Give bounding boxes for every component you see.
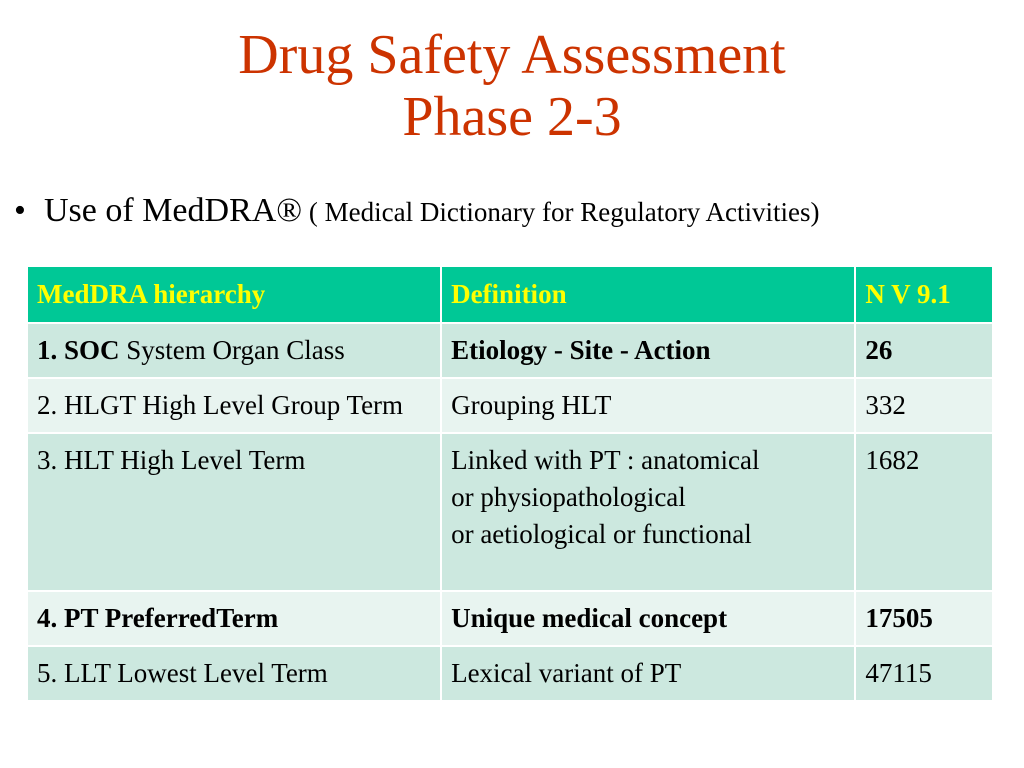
table-row <box>27 591 993 646</box>
title-line-2: Phase 2-3 <box>402 86 622 148</box>
bullet-point <box>14 190 820 233</box>
header-hierarchy: MedDRA hierarchy <box>27 266 441 323</box>
cell-hierarchy <box>27 323 441 378</box>
cell-definition: Grouping HLT <box>441 378 855 433</box>
pt-count: 17505 <box>865 603 933 633</box>
table-row <box>27 433 993 591</box>
cell-hierarchy: 5. LLT Lowest Level Term <box>27 646 441 701</box>
definition-line-3: or aetiological or functional <box>451 519 752 549</box>
title-line-1: Drug Safety Assessment <box>238 24 786 86</box>
table-header-row <box>27 266 993 323</box>
meddra-table <box>26 265 994 702</box>
definition-line-1: Linked with PT : anatomical <box>451 445 760 475</box>
soc-code: 1. SOC <box>37 335 120 365</box>
bullet-icon: • <box>14 192 26 229</box>
header-count: N V 9.1 <box>855 266 993 323</box>
cell-definition <box>441 591 855 646</box>
table-row <box>27 378 993 433</box>
cell-definition <box>441 433 855 591</box>
cell-hierarchy: 3. HLT High Level Term <box>27 433 441 591</box>
cell-count <box>855 323 993 378</box>
cell-definition <box>441 323 855 378</box>
slide-title <box>0 24 1024 148</box>
bullet-main-text: Use of MedDRA® <box>44 192 303 229</box>
cell-count <box>855 591 993 646</box>
table-row <box>27 323 993 378</box>
header-definition: Definition <box>441 266 855 323</box>
soc-count: 26 <box>865 335 893 365</box>
cell-hierarchy <box>27 591 441 646</box>
table-row <box>27 646 993 701</box>
soc-name: System Organ Class <box>119 335 345 365</box>
cell-definition: Lexical variant of PT <box>441 646 855 701</box>
cell-count: 1682 <box>855 433 993 591</box>
cell-hierarchy: 2. HLGT High Level Group Term <box>27 378 441 433</box>
soc-definition: Etiology - Site - Action <box>451 335 711 365</box>
bullet-paren-text: ( Medical Dictionary for Regulatory Activities) <box>302 197 820 227</box>
cell-count: 332 <box>855 378 993 433</box>
cell-count: 47115 <box>855 646 993 701</box>
definition-line-2: or physiopathological <box>451 482 686 512</box>
pt-name: 4. PT PreferredTerm <box>37 603 279 633</box>
pt-definition: Unique medical concept <box>451 603 728 633</box>
